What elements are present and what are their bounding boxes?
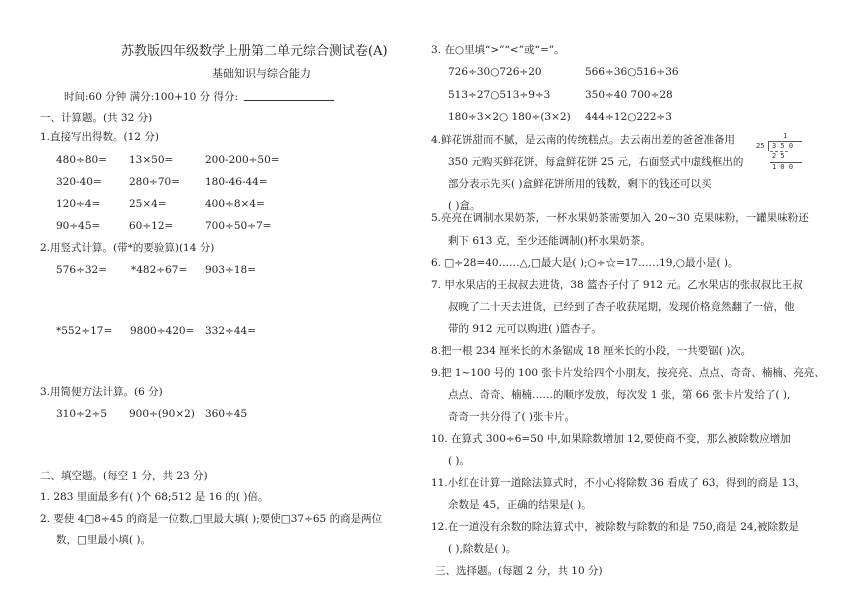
- division-remainder: 1 0 0: [772, 163, 794, 171]
- q2-item: *552÷17=: [56, 325, 113, 337]
- fill-item-2-line2: 数，□里最小填( )。: [56, 534, 151, 546]
- fill-item-5-line1: 5.亮亮在调制水果奶茶，一杯水果奶茶需要加入 20~30 克果味粉，一罐果味粉还: [431, 212, 809, 224]
- q1-item: 25×4=: [129, 198, 167, 210]
- q2-item: 903÷18=: [205, 264, 256, 276]
- page-title: 苏教版四年级数学上册第二单元综合测试卷(A): [121, 44, 388, 59]
- fill-item-6: 6. □÷28=40……△,□最大是( );○÷☆=17……19,○最小是( )。: [431, 257, 739, 269]
- q2-item: *482÷67=: [131, 264, 188, 276]
- q3-title: 3.用简便方法计算。(6 分): [40, 386, 163, 398]
- q1-item: 180-46-44=: [205, 176, 268, 188]
- q1-item: 13×50=: [129, 154, 174, 166]
- q2-title: 2.用竖式计算。(带*的要验算)(14 分): [40, 242, 215, 254]
- fill-item-4-line4: ( )盒。: [448, 200, 481, 212]
- dashed-box-top: [770, 151, 788, 152]
- score-blank: [244, 90, 334, 101]
- q1-item: 480÷80=: [56, 154, 107, 166]
- q2-item: 9800÷420=: [130, 325, 195, 337]
- q1-item: 120÷4=: [56, 198, 101, 210]
- q1-item: 320-40=: [56, 176, 102, 188]
- compare-item: 513÷27○513÷9÷3: [448, 89, 551, 101]
- fill-item-10-line2: ( )。: [448, 455, 471, 467]
- q1-title: 1.直接写出得数。(12 分): [40, 131, 159, 143]
- division-product: 2 5: [772, 152, 785, 160]
- fill-item-3-title: 3. 在○里填“>”“<”或“=”。: [431, 44, 565, 56]
- fill-item-9-line2: 点点、奇奇、楠楠……的顺序发放，每次发 1 张，第 66 张卡片发给了( ),: [448, 389, 791, 401]
- fill-item-10-line1: 10. 在算式 300÷6=50 中,如果除数增加 12,要使商不变，那么被除数应增加: [431, 433, 791, 445]
- q3-item: 900÷(90×2): [129, 408, 195, 420]
- compare-item: 566÷36○516÷36: [585, 66, 679, 78]
- q1-item: 90÷45=: [56, 220, 101, 232]
- fill-item-4-line2: 350 元购买鲜花饼，每盒鲜花饼 25 元，右面竖式中虚线框出的: [448, 156, 744, 168]
- section-3-heading: 三、选择题。(每题 2 分，共 10 分): [435, 565, 603, 577]
- q2-item: 332÷44=: [205, 325, 256, 337]
- fill-item-1: 1. 283 里面最多有( )个 68;512 是 16 的( )倍。: [40, 491, 269, 503]
- fill-item-11-line2: 余数是 45，正确的结果是( )。: [448, 499, 592, 511]
- fill-item-4-line1: 4.鲜花饼甜而不腻，是云南的传统糕点。去云南出差的爸爸准备用: [431, 134, 736, 146]
- fill-item-12-line1: 12.在一道没有余数的除法算式中，被除数与除数的和是 750,商是 24,被除数是: [431, 521, 799, 533]
- fill-item-7-line3: 带的 912 元可以购进( )篮杏子。: [448, 323, 602, 335]
- q1-item: 60÷12=: [129, 220, 174, 232]
- q1-item: 700÷50÷7=: [205, 220, 272, 232]
- division-quotient: 1: [783, 132, 788, 140]
- q3-item: 360÷45: [205, 408, 248, 420]
- fill-item-4-line3: 部分表示先买( )盒鲜花饼所用的钱数，剩下的钱还可以买: [448, 178, 712, 190]
- fill-item-7-line2: 叔晚了二十天去进货，已经到了杏子收获尾期，发现价格竟然翻了一倍，他: [448, 301, 795, 313]
- fill-item-9-line3: 奇奇一共分得了( )张卡片。: [448, 411, 576, 423]
- fill-item-9-line1: 9.把 1~100 号的 100 张卡片发给四个小朋友，按亮亮、点点、奇奇、楠楠、亮亮、: [431, 367, 825, 379]
- fill-item-8: 8.把一根 234 厘米长的木条锯成 18 厘米长的小段，一共要锯( )次。: [431, 345, 752, 357]
- q3-item: 310÷2÷5: [56, 408, 107, 420]
- exam-info-text: 时间:60 分钟 满分:100+10 分 得分:: [64, 91, 239, 103]
- division-bracket-side: [768, 141, 769, 151]
- compare-item: 444÷12○222÷3: [585, 111, 672, 123]
- q1-item: 200-200÷50=: [205, 154, 280, 166]
- division-dividend: 3 5 0: [772, 142, 794, 150]
- section-1-heading: 一、计算题。(共 32 分): [40, 112, 153, 124]
- fill-item-11-line1: 11.小红在计算一道除法算式时，不小心将除数 36 看成了 63，得到的商是 13，: [431, 477, 806, 489]
- compare-item: 726÷30○726÷20: [448, 66, 542, 78]
- fill-item-2-line1: 2. 要使 4□8÷45 的商是一位数,□里最大填( );要使□37÷65 的商是两位: [40, 513, 383, 525]
- q2-item: 576÷32=: [56, 264, 107, 276]
- compare-item: 350÷40 700÷28: [585, 89, 673, 101]
- fill-item-5-line2: 剩下 613 克，至少还能调制()杯水果奶茶。: [448, 235, 651, 247]
- division-divisor: 25: [756, 142, 765, 150]
- long-division-figure: [756, 132, 804, 174]
- exam-info: [64, 90, 334, 104]
- page-subtitle: 基础知识与综合能力: [212, 67, 311, 80]
- q1-item: 280÷70=: [129, 176, 180, 188]
- section-2-heading: 二、填空题。(每空 1 分，共 23 分): [40, 470, 208, 482]
- compare-item: 180÷3×2○ 180÷(3×2): [448, 111, 571, 123]
- fill-item-7-line1: 7. 甲水果店的王叔叔去进货，38 篮杏子付了 912 元。乙水果店的张叔叔比王叔: [431, 279, 803, 291]
- q1-item: 400÷8×4=: [205, 198, 265, 210]
- fill-item-12-line2: ( ),除数是( )。: [448, 543, 517, 555]
